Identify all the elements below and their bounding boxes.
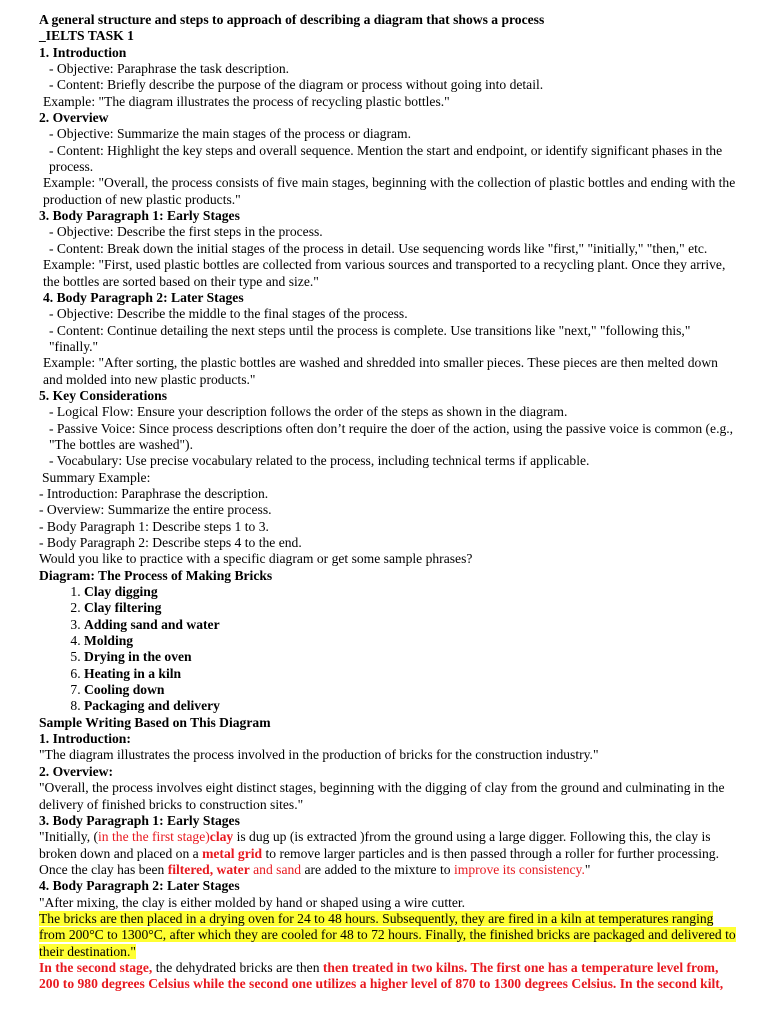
example-text: Example: "Overall, the process consists of five main stages, beginning with the collection of plastic bottles and ending with the production of new plastic products.": [43, 175, 736, 207]
list-item: 3. Adding sand and water: [84, 617, 738, 633]
objective-text: - Objective: Describe the first steps in the process.: [49, 224, 323, 240]
body1-edit-bold: metal grid: [202, 845, 263, 861]
summary-item: - Introduction: Paraphrase the description.: [39, 485, 269, 501]
sample-overview-heading: 2. Overview:: [39, 763, 113, 779]
section-heading: 3. Body Paragraph 1: Early Stages: [39, 208, 240, 224]
sample-heading: Sample Writing Based on This Diagram: [39, 714, 271, 730]
body1-edit-insert: and sand: [249, 861, 302, 877]
sample-body2-text: "After mixing, the clay is either molded by hand or shaped using a wire cutter.: [39, 894, 466, 910]
body1-run: is dug up (is extracted )from the ground using a large digger. Following this, the clay is broken down and placed on a: [39, 829, 711, 861]
diagram-heading: Diagram: The Process of Making Bricks: [39, 567, 273, 583]
objective-text: - Objective: Summarize the main stages of the process or diagram.: [49, 126, 412, 142]
body1-run: to remove larger particles and is then passed through a roller for further processing. Once the clay has been: [39, 845, 719, 877]
practice-question: Would you like to practice with a specific diagram or get some sample phrases?: [39, 551, 473, 567]
logical-flow-text: - Logical Flow: Ensure your description follows the order of the steps as shown in the diagram.: [49, 404, 568, 420]
objective-text: - Objective: Paraphrase the task description.: [49, 61, 290, 77]
vocabulary-text: - Vocabulary: Use precise vocabulary related to the process, including technical terms if applicable.: [49, 453, 590, 469]
highlighted-text: The bricks are then placed in a drying oven for 24 to 48 hours. Subsequently, they are fired in a kiln at temperatures ranging from 200°C to 1300°C, after which they are cooled for 48 to 72 hours. Finally, the finished bricks are packaged and delivered to their destination.": [39, 910, 736, 959]
example-text: Example: "First, used plastic bottles are collected from various sources and transported to a recycling plant. Once they arrive, the bottles are sorted based on their type and size.": [43, 257, 726, 289]
revision-run: the dehydrated bricks are then: [152, 959, 323, 975]
revision-paragraph: [39, 960, 738, 993]
content-text: - Content: Continue detailing the next steps until the process is complete. Use transitions like "next," "following this," "finally.": [49, 322, 691, 354]
example-text: Example: "After sorting, the plastic bottles are washed and shredded into smaller pieces. These pieces are then melted down and molded into new plastic products.": [43, 355, 718, 387]
body1-run: "Initially, (: [39, 829, 99, 845]
objective-text: - Objective: Describe the middle to the final stages of the process.: [49, 306, 408, 322]
list-item: 8. Packaging and delivery: [84, 698, 738, 714]
document-subtitle: _IELTS TASK 1: [39, 28, 134, 44]
body1-run: ": [584, 861, 591, 877]
list-item: 4. Molding: [84, 633, 738, 649]
content-text: - Content: Highlight the key steps and overall sequence. Mention the start and endpoint, or identify significant phases in the process.: [49, 142, 723, 175]
revision-edit-bold: then treated in two kilns. The first one has a temperature level from, 200 to 980 degrees Celsius while the second one utilizes a higher level of 870 to 1300 degrees Celsius. In the second kilt,: [39, 959, 724, 992]
passive-voice-text: - Passive Voice: Since process descriptions often don’t require the doer of the action, using the passive voice is common (e.g., "The bottles are washed").: [49, 420, 734, 452]
sample-body1-paragraph: [39, 829, 738, 878]
body1-edit-bold: clay: [209, 829, 234, 845]
body1-edit-insert: improve its consistency.: [453, 861, 585, 877]
list-item: 7. Cooling down: [84, 682, 738, 698]
summary-item: - Body Paragraph 1: Describe steps 1 to 3.: [39, 518, 269, 534]
list-item: 1. Clay digging: [84, 584, 738, 600]
section-heading: 4. Body Paragraph 2: Later Stages: [43, 289, 244, 305]
revision-edit-bold: In the second stage,: [39, 959, 153, 975]
section-heading: 5. Key Considerations: [39, 387, 168, 403]
sample-body2-highlight: [39, 911, 738, 960]
content-text: - Content: Break down the initial stages of the process in detail. Use sequencing words like "first," "initially," "then," etc.: [49, 240, 708, 256]
summary-label: Summary Example:: [42, 469, 151, 485]
diagram-steps-list: [39, 584, 738, 715]
body1-run: are added to the mixture to: [301, 861, 454, 877]
body1-edit-insert: in the the first stage): [98, 829, 210, 845]
sample-overview-text: "Overall, the process involves eight distinct stages, beginning with the digging of clay from the ground and culminating in the delivery of finished bricks to construction sites.": [39, 780, 725, 812]
sample-intro-text: "The diagram illustrates the process involved in the production of bricks for the construction industry.": [39, 747, 599, 763]
list-item: 2. Clay filtering: [84, 600, 738, 616]
section-heading: 1. Introduction: [39, 44, 127, 60]
sample-intro-heading: 1. Introduction:: [39, 731, 131, 747]
list-item: 5. Drying in the oven: [84, 649, 738, 665]
content-text: - Content: Briefly describe the purpose of the diagram or process without going into detail.: [49, 77, 544, 93]
document-title: A general structure and steps to approach of describing a diagram that shows a process: [39, 12, 545, 27]
list-item: 6. Heating in a kiln: [84, 666, 738, 682]
example-text: Example: "The diagram illustrates the process of recycling plastic bottles.": [43, 93, 450, 109]
summary-item: - Body Paragraph 2: Describe steps 4 to the end.: [39, 535, 302, 550]
sample-body2-heading: 4. Body Paragraph 2: Later Stages: [39, 878, 240, 894]
sample-body1-heading: 3. Body Paragraph 1: Early Stages: [39, 812, 240, 828]
summary-item: - Overview: Summarize the entire process.: [39, 502, 272, 518]
body1-edit-bold: filtered, water: [167, 861, 250, 877]
section-heading: 2. Overview: [39, 110, 109, 126]
